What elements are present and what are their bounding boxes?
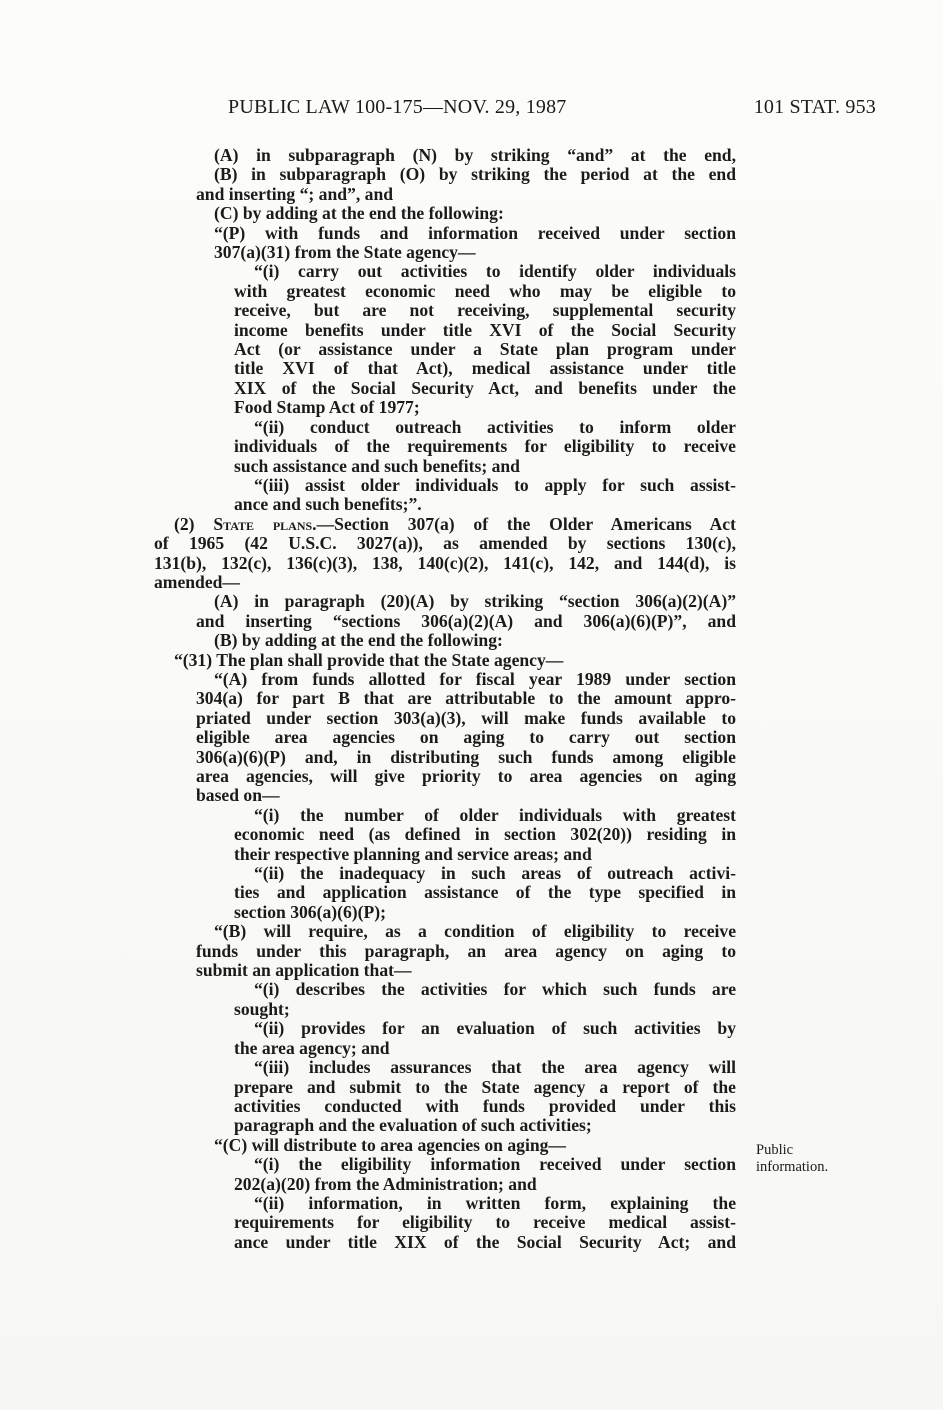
text-line: economic need (as defined in section 302(20)) residing in <box>234 825 736 845</box>
text-line: and inserting “; and”, and <box>196 184 394 204</box>
text-line: 131(b), 132(c), 136(c)(3), 138, 140(c)(2), 141(c), 142, and 144(d), is <box>154 553 736 573</box>
text-line: 202(a)(20) from the Administration; and <box>234 1174 537 1194</box>
text-line: (B) by adding at the end the following: <box>214 631 503 651</box>
text-line: sought; <box>234 999 290 1019</box>
text-line: Food Stamp Act of 1977; <box>234 398 420 418</box>
text-line: requirements for eligibility to receive medical assist- <box>234 1213 736 1233</box>
text-line: (A) in subparagraph (N) by striking “and” at the end, <box>214 146 736 165</box>
text-line-prefix: (2) <box>174 514 214 534</box>
page-header-title: PUBLIC LAW 100-175—NOV. 29, 1987 <box>228 96 567 118</box>
text-line: “(i) carry out activities to identify older individuals <box>254 262 736 282</box>
text-line <box>174 515 736 534</box>
text-line: “(i) describes the activities for which such funds are <box>254 980 736 1000</box>
margin-note <box>756 1142 866 1176</box>
text-line: their respective planning and service areas; and <box>234 844 592 864</box>
text-line: “(B) will require, as a condition of eligibility to receive <box>214 922 736 942</box>
margin-note-line: information. <box>756 1159 829 1175</box>
text-line: “(C) will distribute to area agencies on aging— <box>214 1135 567 1155</box>
text-line: XIX of the Social Security Act, and benefits under the <box>234 378 736 398</box>
text-line: such assistance and such benefits; and <box>234 456 520 476</box>
text-line: 307(a)(31) from the State agency— <box>214 243 476 263</box>
text-line: area agencies, will give priority to area agencies on aging <box>196 767 736 786</box>
text-line: individuals of the requirements for eligibility to receive <box>234 437 736 457</box>
text-line: submit an application that— <box>196 961 412 981</box>
text-line: “(A) from funds allotted for fiscal year 1989 under section <box>214 669 736 689</box>
running-head <box>228 96 876 124</box>
text-line: ance and such benefits;”. <box>234 495 422 515</box>
text-line: “(31) The plan shall provide that the State agency— <box>174 650 564 670</box>
text-line: “(P) with funds and information received under section <box>214 223 736 243</box>
text-line-content: —Section 307(a) of the Older Americans Act <box>316 514 736 534</box>
text-line: 306(a)(6)(P) and, in distributing such funds among eligible <box>196 747 736 767</box>
text-line: ance under title XIX of the Social Security Act; and <box>234 1232 736 1252</box>
text-line: “(i) the eligibility information received under section <box>254 1155 736 1175</box>
text-line: activities conducted with funds provided under this <box>234 1096 736 1116</box>
page-header-stat-ref: 101 STAT. 953 <box>753 96 876 118</box>
text-line: paragraph and the evaluation of such activities; <box>234 1116 592 1136</box>
text-line: “(ii) information, in written form, explaining the <box>254 1193 736 1213</box>
text-line: eligible area agencies on aging to carry out section <box>196 728 736 748</box>
paragraph-heading: State plans. <box>213 514 317 534</box>
text-line: receive, but are not receiving, supplemental security <box>234 301 736 321</box>
text-line: and inserting “sections 306(a)(2)(A) and 306(a)(6)(P)”, and <box>196 611 736 631</box>
text-line: ties and application assistance of the type specified in <box>234 883 736 903</box>
text-line: funds under this paragraph, an area agency on aging to <box>196 941 736 961</box>
statute-text-body <box>154 146 736 1252</box>
text-line: “(iii) includes assurances that the area agency will <box>254 1058 736 1078</box>
text-line: of 1965 (42 U.S.C. 3027(a)), as amended by sections 130(c), <box>154 534 736 554</box>
text-line: priated under section 303(a)(3), will make funds available to <box>196 708 736 728</box>
text-line: Act (or assistance under a State plan program under <box>234 340 736 360</box>
text-line: (B) in subparagraph (O) by striking the period at the end <box>214 165 736 185</box>
text-line: “(iii) assist older individuals to apply for such assist- <box>254 475 736 495</box>
text-line: section 306(a)(6)(P); <box>234 902 386 922</box>
text-line: 304(a) for part B that are attributable to the amount appro- <box>196 689 736 709</box>
text-line: prepare and submit to the State agency a report of the <box>234 1077 736 1097</box>
text-line: “(i) the number of older individuals with greatest <box>254 805 736 825</box>
text-line: (A) in paragraph (20)(A) by striking “section 306(a)(2)(A)” <box>214 592 736 612</box>
text-line: title XVI of that Act), medical assistance under title <box>234 359 736 379</box>
text-line: (C) by adding at the end the following: <box>214 204 504 224</box>
text-line: with greatest economic need who may be eligible to <box>234 281 736 301</box>
text-line: based on— <box>196 786 280 806</box>
text-line: “(ii) the inadequacy in such areas of outreach activi- <box>254 864 736 884</box>
text-line: the area agency; and <box>234 1038 390 1058</box>
text-line: “(ii) conduct outreach activities to inform older <box>254 417 736 437</box>
margin-note-line: Public <box>756 1142 794 1158</box>
text-line: amended— <box>154 572 241 592</box>
text-line: “(ii) provides for an evaluation of such activities by <box>254 1019 736 1039</box>
text-line: income benefits under title XVI of the Social Security <box>234 320 736 340</box>
